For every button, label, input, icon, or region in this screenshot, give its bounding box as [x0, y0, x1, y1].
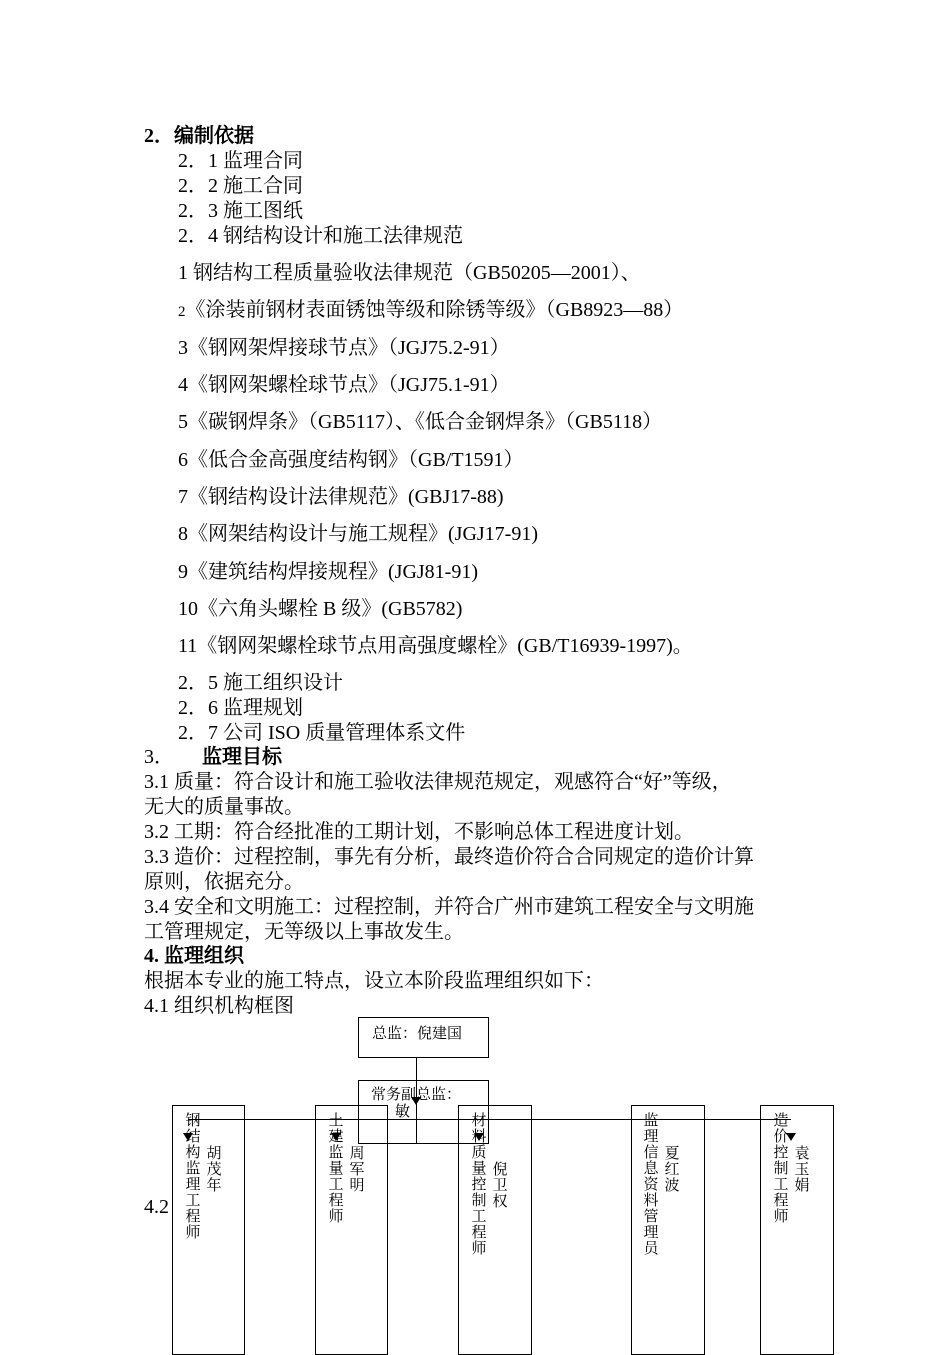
section-3-heading: 监理目标	[202, 746, 282, 768]
staff-role: 监理信息资料管理员	[643, 1111, 659, 1257]
staff-role: 钢结构监理工程师	[185, 1111, 201, 1241]
chief-label: 总监：倪建国	[372, 1024, 463, 1042]
basis-item: 2．4 钢结构设计和施工法律规范	[178, 225, 463, 247]
goal-line: 工管理规定，无等级以上事故发生。	[144, 921, 464, 943]
goal-line: 3.4 安全和文明施工：过程控制，并符合广州市建筑工程安全与文明施	[144, 896, 754, 918]
staff-name: 夏红波	[664, 1144, 680, 1194]
staff-box	[458, 1105, 532, 1355]
standard-number: 2	[178, 304, 186, 320]
standard-item: 11《钢网架螺栓球节点用高强度螺栓》(GB/T16939-1997)。	[178, 635, 693, 657]
section-2-heading: 2．编制依据	[144, 125, 254, 147]
standard-item: 4《钢网架螺栓球节点》（JGJ75.1-91）	[178, 374, 510, 396]
standard-item: 8《网架结构设计与施工规程》(JGJ17-91)	[178, 523, 538, 545]
basis-item: 2．1 监理合同	[178, 150, 303, 172]
connector-line	[416, 1080, 417, 1144]
deputy-label: 常务副总监：	[371, 1085, 462, 1103]
staff-name: 周军明	[349, 1144, 365, 1194]
standard-item: 6《低合金高强度结构钢》（GB/T1591）	[178, 449, 524, 471]
staff-name: 胡茂年	[206, 1144, 222, 1194]
deputy-label-line2: 敏	[395, 1102, 411, 1120]
goal-line: 无大的质量事故。	[144, 796, 304, 818]
arrow-down-icon	[411, 1097, 421, 1105]
standard-item: 1 钢结构工程质量验收法律规范（GB50205—2001）、	[178, 262, 641, 284]
basis-item: 2．2 施工合同	[178, 175, 303, 197]
standard-item: 5《碳钢焊条》（GB5117）、《低合金钢焊条》（GB5118）	[178, 411, 663, 433]
standard-item: 10《六角头螺栓 B 级》(GB5782)	[178, 598, 463, 620]
section-4-2-label: 4.2	[144, 1196, 169, 1218]
staff-role: 土建监量工程师	[328, 1111, 344, 1225]
standard-item	[178, 298, 683, 325]
staff-box	[172, 1105, 245, 1355]
basis-item: 2．7 公司 ISO 质量管理体系文件	[178, 722, 466, 744]
goal-line: 3.3 造价：过程控制，事先有分析，最终造价符合合同规定的造价计算	[144, 846, 754, 868]
staff-box	[315, 1105, 388, 1355]
staff-name: 袁玉娟	[794, 1144, 810, 1194]
standard-text: 《涂装前钢材表面锈蚀等级和除锈等级》（GB8923—88）	[185, 299, 684, 321]
section-3-number: 3．	[144, 746, 174, 768]
basis-item: 2．3 施工图纸	[178, 200, 303, 222]
staff-name: 倪卫权	[492, 1160, 508, 1210]
staff-role: 材料质量控制工程师	[471, 1111, 487, 1257]
basis-item: 2．6 监理规划	[178, 697, 303, 719]
goal-line: 原则，依据充分。	[144, 871, 304, 893]
goal-line: 3.1 质量：符合设计和施工验收法律规范规定，观感符合“好”等级，	[144, 771, 732, 793]
connector-line	[416, 1058, 417, 1081]
staff-role: 造价控制工程师	[773, 1111, 789, 1225]
section-4-intro: 根据本专业的施工特点，设立本阶段监理组织如下：	[144, 970, 604, 992]
org-chart-caption: 4.1 组织机构框图	[144, 995, 294, 1017]
standard-item: 3《钢网架焊接球节点》（JGJ75.2-91）	[178, 337, 510, 359]
staff-box	[760, 1105, 834, 1355]
standard-item: 7《钢结构设计法律规范》(GBJ17-88)	[178, 486, 504, 508]
section-4-heading: 4. 监理组织	[144, 945, 244, 967]
goal-line: 3.2 工期：符合经批准的工期计划，不影响总体工程进度计划。	[144, 821, 694, 843]
standard-item: 9《建筑结构焊接规程》(JGJ81-91)	[178, 561, 478, 583]
basis-item: 2．5 施工组织设计	[178, 672, 343, 694]
